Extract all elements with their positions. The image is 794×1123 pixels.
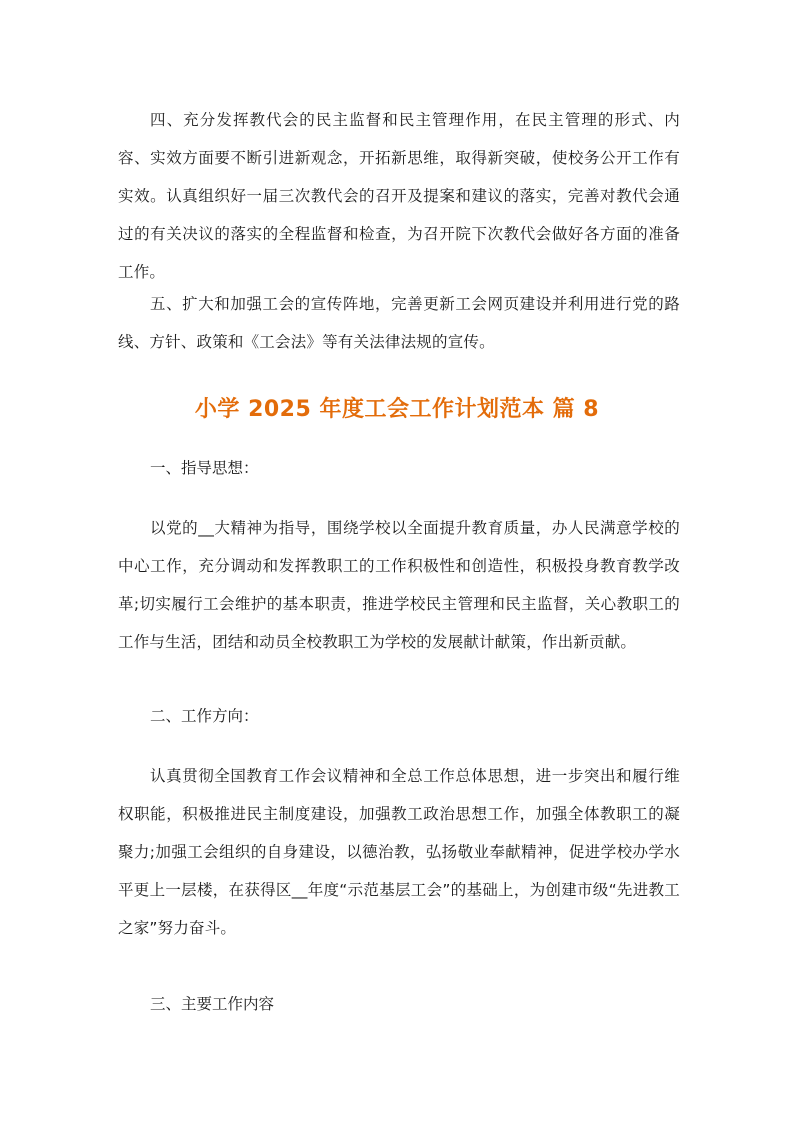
paragraph-item-4: 四、充分发挥教代会的民主监督和民主管理作用，在民主管理的形式、内容、实效方面要不断引进新观念，开拓新思维，取得新突破，使校务公开工作有实效。认真组织好一届三次教代会的召开及提案和建议的落实，完善对教代会通过的有关决议的落实的全程监督和检查，为召开院下次教代会做好各方面的准备工作。 bbox=[118, 111, 680, 281]
heading-main-work: 三、主要工作内容 bbox=[150, 995, 275, 1013]
heading-guiding-ideology: 一、指导思想： bbox=[150, 459, 259, 477]
paragraph-item-5: 五、扩大和加强工会的宣传阵地，完善更新工会网页建设并利用进行党的路线、方针、政策和《工会法》等有关法律法规的宣传。 bbox=[118, 295, 680, 351]
paragraph-work-direction: 认真贯彻全国教育工作会议精神和全总工作总体思想，进一步突出和履行维权职能，积极推进民主制度建设，加强教工政治思想工作，加强全体教职工的凝聚力;加强工会组织的自身建设，以德治教，弘扬敬业奉献精神，促进学校办学水平更上一层楼，在获得区__年度“示范基层工会”的基础上，为创建市级“先进教工之家”努力奋斗。 bbox=[118, 767, 680, 937]
section-title: 小学 2025 年度工会工作计划范本 篇 8 bbox=[194, 397, 600, 422]
heading-work-direction: 二、工作方向： bbox=[150, 707, 259, 725]
paragraph-guiding-ideology: 以党的__大精神为指导，围绕学校以全面提升教育质量，办人民满意学校的中心工作，充分调动和发挥教职工的工作积极性和创造性，积极投身教育教学改革;切实履行工会维护的基本职责，推进学校民主管理和民主监督，关心教职工的工作与生活，团结和动员全校教职工为学校的发展献计献策，作出新贡献。 bbox=[118, 519, 680, 651]
